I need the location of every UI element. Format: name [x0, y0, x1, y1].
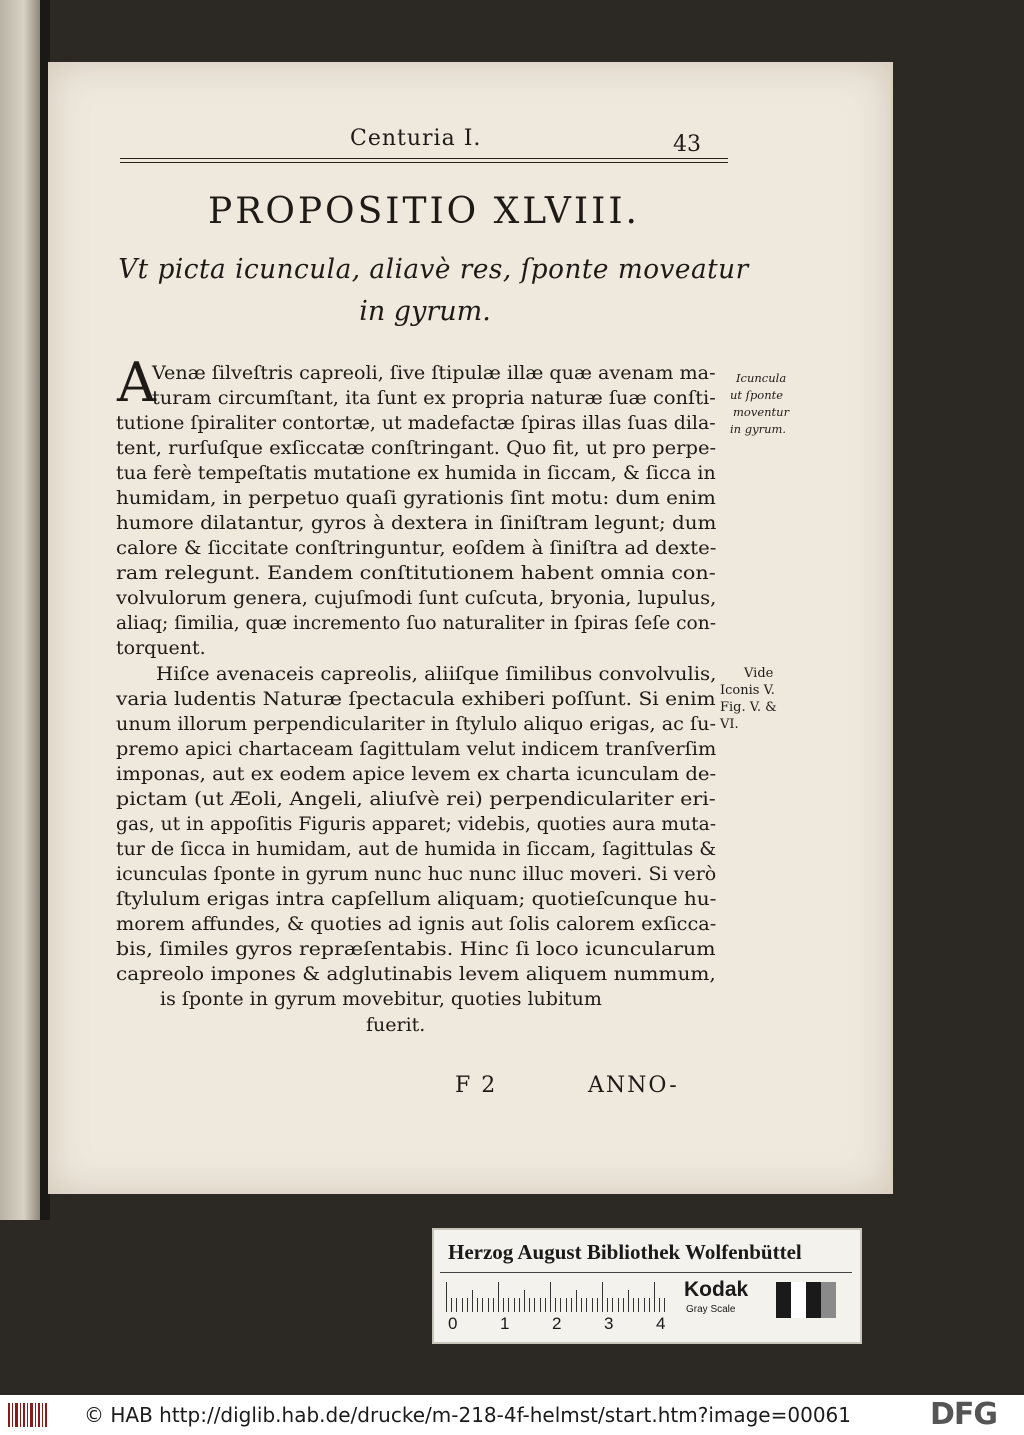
kodak-logo: Kodak [684, 1278, 749, 1301]
ruler-tick [576, 1290, 577, 1312]
ruler-number: 4 [656, 1314, 666, 1333]
text-line: imponas, aut ex eodem apice levem ex charta icunculam de- [116, 763, 717, 785]
text-line: ſtylulum erigas intra capſellum aliquam; quotieſcunque hu- [116, 888, 717, 910]
proposition-heading: PROPOSITIO XLVIII. [207, 191, 641, 232]
marginal-note-line: ut ſponte [730, 388, 784, 402]
text-line: capreolo impones & adglutinabis levem aliquem nummum, [116, 963, 716, 985]
running-head-title: Centuria I. [350, 126, 482, 151]
ruler-tick [628, 1290, 629, 1312]
ruler-number: 2 [552, 1314, 562, 1333]
ruler-tick [560, 1298, 561, 1312]
source-link[interactable]: © HAB http://diglib.hab.de/drucke/m-218-4f-helmst/start.htm?image=00061 [84, 1403, 851, 1427]
text-line: bis, ſimiles gyros repræſentabis. Hinc ſi loco icuncularum [116, 938, 716, 960]
ruler-tick [659, 1298, 660, 1312]
proposition-subtitle: in gyrum. [359, 296, 491, 327]
ruler-tick [571, 1298, 572, 1312]
kodak-subtitle: Gray Scale [686, 1304, 736, 1315]
text-line: is ſponte in gyrum movebitur, quoties lubitum [160, 988, 602, 1010]
text-line: tent, rurſuſque exſiccatæ conſtringant. Quo fit, ut pro perpe- [116, 437, 717, 459]
swatch-gray [821, 1282, 836, 1318]
text-line: fuerit. [366, 1014, 426, 1036]
ruler-tick [540, 1298, 541, 1312]
ruler-tick [446, 1282, 447, 1312]
text-line: volvulorum genera, cujuſmodi ſunt cuſcuta, bryonia, lupulus, [116, 587, 717, 609]
ruler-tick [597, 1298, 598, 1312]
page-number: 43 [673, 132, 701, 157]
running-head [120, 120, 728, 170]
ruler-tick [508, 1298, 509, 1312]
ruler-tick [581, 1298, 582, 1312]
ruler-tick [493, 1298, 494, 1312]
left-page-edge [0, 0, 40, 1220]
text-line: morem affundes, & quoties ad ignis aut ſolis calorem exſicca- [116, 913, 717, 935]
ruler-tick [592, 1298, 593, 1312]
ruler-tick [586, 1298, 587, 1312]
ruler-tick [566, 1298, 567, 1312]
text-line: aliaq; ſimilia, quæ incremento ſuo naturaliter in ſpiras ſeſe con- [116, 612, 717, 634]
text-line: premo apici chartaceam ſagittulam velut indicem tranſverſim [116, 738, 717, 760]
marginal-note-line: VI. [720, 717, 739, 732]
swatch-black [806, 1282, 821, 1318]
text-line: tur de ſicca in humidam, aut de humida in ſiccam, ſagittulas & [116, 838, 717, 860]
marginal-note-line: Iconis V. [720, 683, 775, 698]
ruler-tick [462, 1298, 463, 1312]
card-divider [440, 1272, 852, 1273]
ruler-tick [664, 1298, 665, 1312]
ruler-tick [638, 1298, 639, 1312]
marginal-note-line: Fig. V. & [720, 700, 777, 715]
ruler-tick [477, 1298, 478, 1312]
text-line: unum illorum perpendiculariter in ſtylulo aliquo erigas, ac ſu- [116, 713, 716, 735]
ruler-tick [649, 1298, 650, 1312]
ruler-tick [519, 1298, 520, 1312]
signature-mark: F 2 [455, 1073, 498, 1098]
footer-bar [0, 1395, 1024, 1435]
text-line: gas, ut in appoſitis Figuris apparet; videbis, quoties aura muta- [116, 813, 717, 835]
ruler-tick [618, 1298, 619, 1312]
text-line: turam circumſtant, ita ſunt ex propria naturæ ſuæ conſti- [152, 387, 716, 409]
ruler-tick [623, 1298, 624, 1312]
dfg-logo: DFG [930, 1397, 998, 1432]
head-rule [120, 162, 728, 163]
ruler-tick [524, 1290, 525, 1312]
barcode-icon [8, 1401, 48, 1429]
ruler-tick [451, 1298, 452, 1312]
ruler-tick [456, 1298, 457, 1312]
ruler-tick [550, 1282, 551, 1312]
text-line: Venæ ſilveſtris capreoli, ſive ſtipulæ illæ quæ avenam ma- [152, 362, 716, 384]
ruler-tick [503, 1298, 504, 1312]
ruler-number: 3 [604, 1314, 614, 1333]
marginal-note-line: moventur [733, 405, 790, 419]
ruler-tick [534, 1298, 535, 1312]
gray-scale-swatches [776, 1282, 836, 1318]
head-rule [120, 158, 728, 159]
ruler-tick [654, 1282, 655, 1312]
ruler-tick [644, 1298, 645, 1312]
marginal-note-line: Vide [744, 666, 774, 681]
ruler-tick [529, 1298, 530, 1312]
text-line: pictam (ut Æoli, Angeli, aliuſvè rei) perpendiculariter eri- [116, 788, 716, 810]
text-line: tutione ſpiraliter contortæ, ut madefactæ ſpiras illas ſuas dila- [116, 412, 716, 434]
ruler-number: 0 [448, 1314, 458, 1333]
ruler-tick [602, 1282, 603, 1312]
swatch-white [791, 1282, 806, 1318]
marginal-note-line: in gyrum. [730, 422, 787, 436]
ruler-tick [488, 1298, 489, 1312]
ruler-tick [472, 1290, 473, 1312]
swatch-black [776, 1282, 791, 1318]
drop-cap: A [117, 351, 156, 414]
text-line: torquent. [116, 637, 206, 659]
catchword: ANNO- [588, 1073, 679, 1098]
text-line: varia ludentis Naturæ ſpectacula exhiberi poſſunt. Si enim [116, 688, 716, 710]
ruler-tick [612, 1298, 613, 1312]
text-line: humidam, in perpetuo quaſi gyrationis ſint motu: dum enim [116, 487, 716, 509]
text-line: Hiſce avenaceis capreolis, aliiſque ſimilibus convolvulis, [156, 663, 717, 685]
marginal-note-line: Icuncula [736, 371, 787, 385]
library-scale-card [432, 1228, 862, 1344]
text-line: calore & ſiccitate conſtringuntur, eoſdem à ſiniſtra ad dexte- [116, 537, 717, 559]
ruler-tick [482, 1298, 483, 1312]
text-line: ram relegunt. Eandem conſtitutionem habent omnia con- [116, 562, 716, 584]
ruler-tick [498, 1282, 499, 1312]
text-line: humore dilatantur, gyros à dextera in ſiniſtram legunt; dum [116, 512, 717, 534]
text-line: icunculas ſponte in gyrum nunc huc nunc illuc moveri. Si verò [116, 863, 717, 885]
ruler-tick [633, 1298, 634, 1312]
ruler-tick [607, 1298, 608, 1312]
ruler-tick [555, 1298, 556, 1312]
library-name: Herzog August Bibliothek Wolfenbüttel [448, 1240, 802, 1264]
ruler-tick [467, 1298, 468, 1312]
ruler-number: 1 [500, 1314, 510, 1333]
proposition-subtitle: Vt picta icuncula, aliavè res, ſponte moveatur [118, 254, 749, 285]
text-line: tua ferè tempeſtatis mutatione ex humida in ſiccam, & ſicca in [116, 462, 716, 484]
ruler-tick [545, 1298, 546, 1312]
ruler-tick [514, 1298, 515, 1312]
measurement-ruler [446, 1280, 674, 1312]
